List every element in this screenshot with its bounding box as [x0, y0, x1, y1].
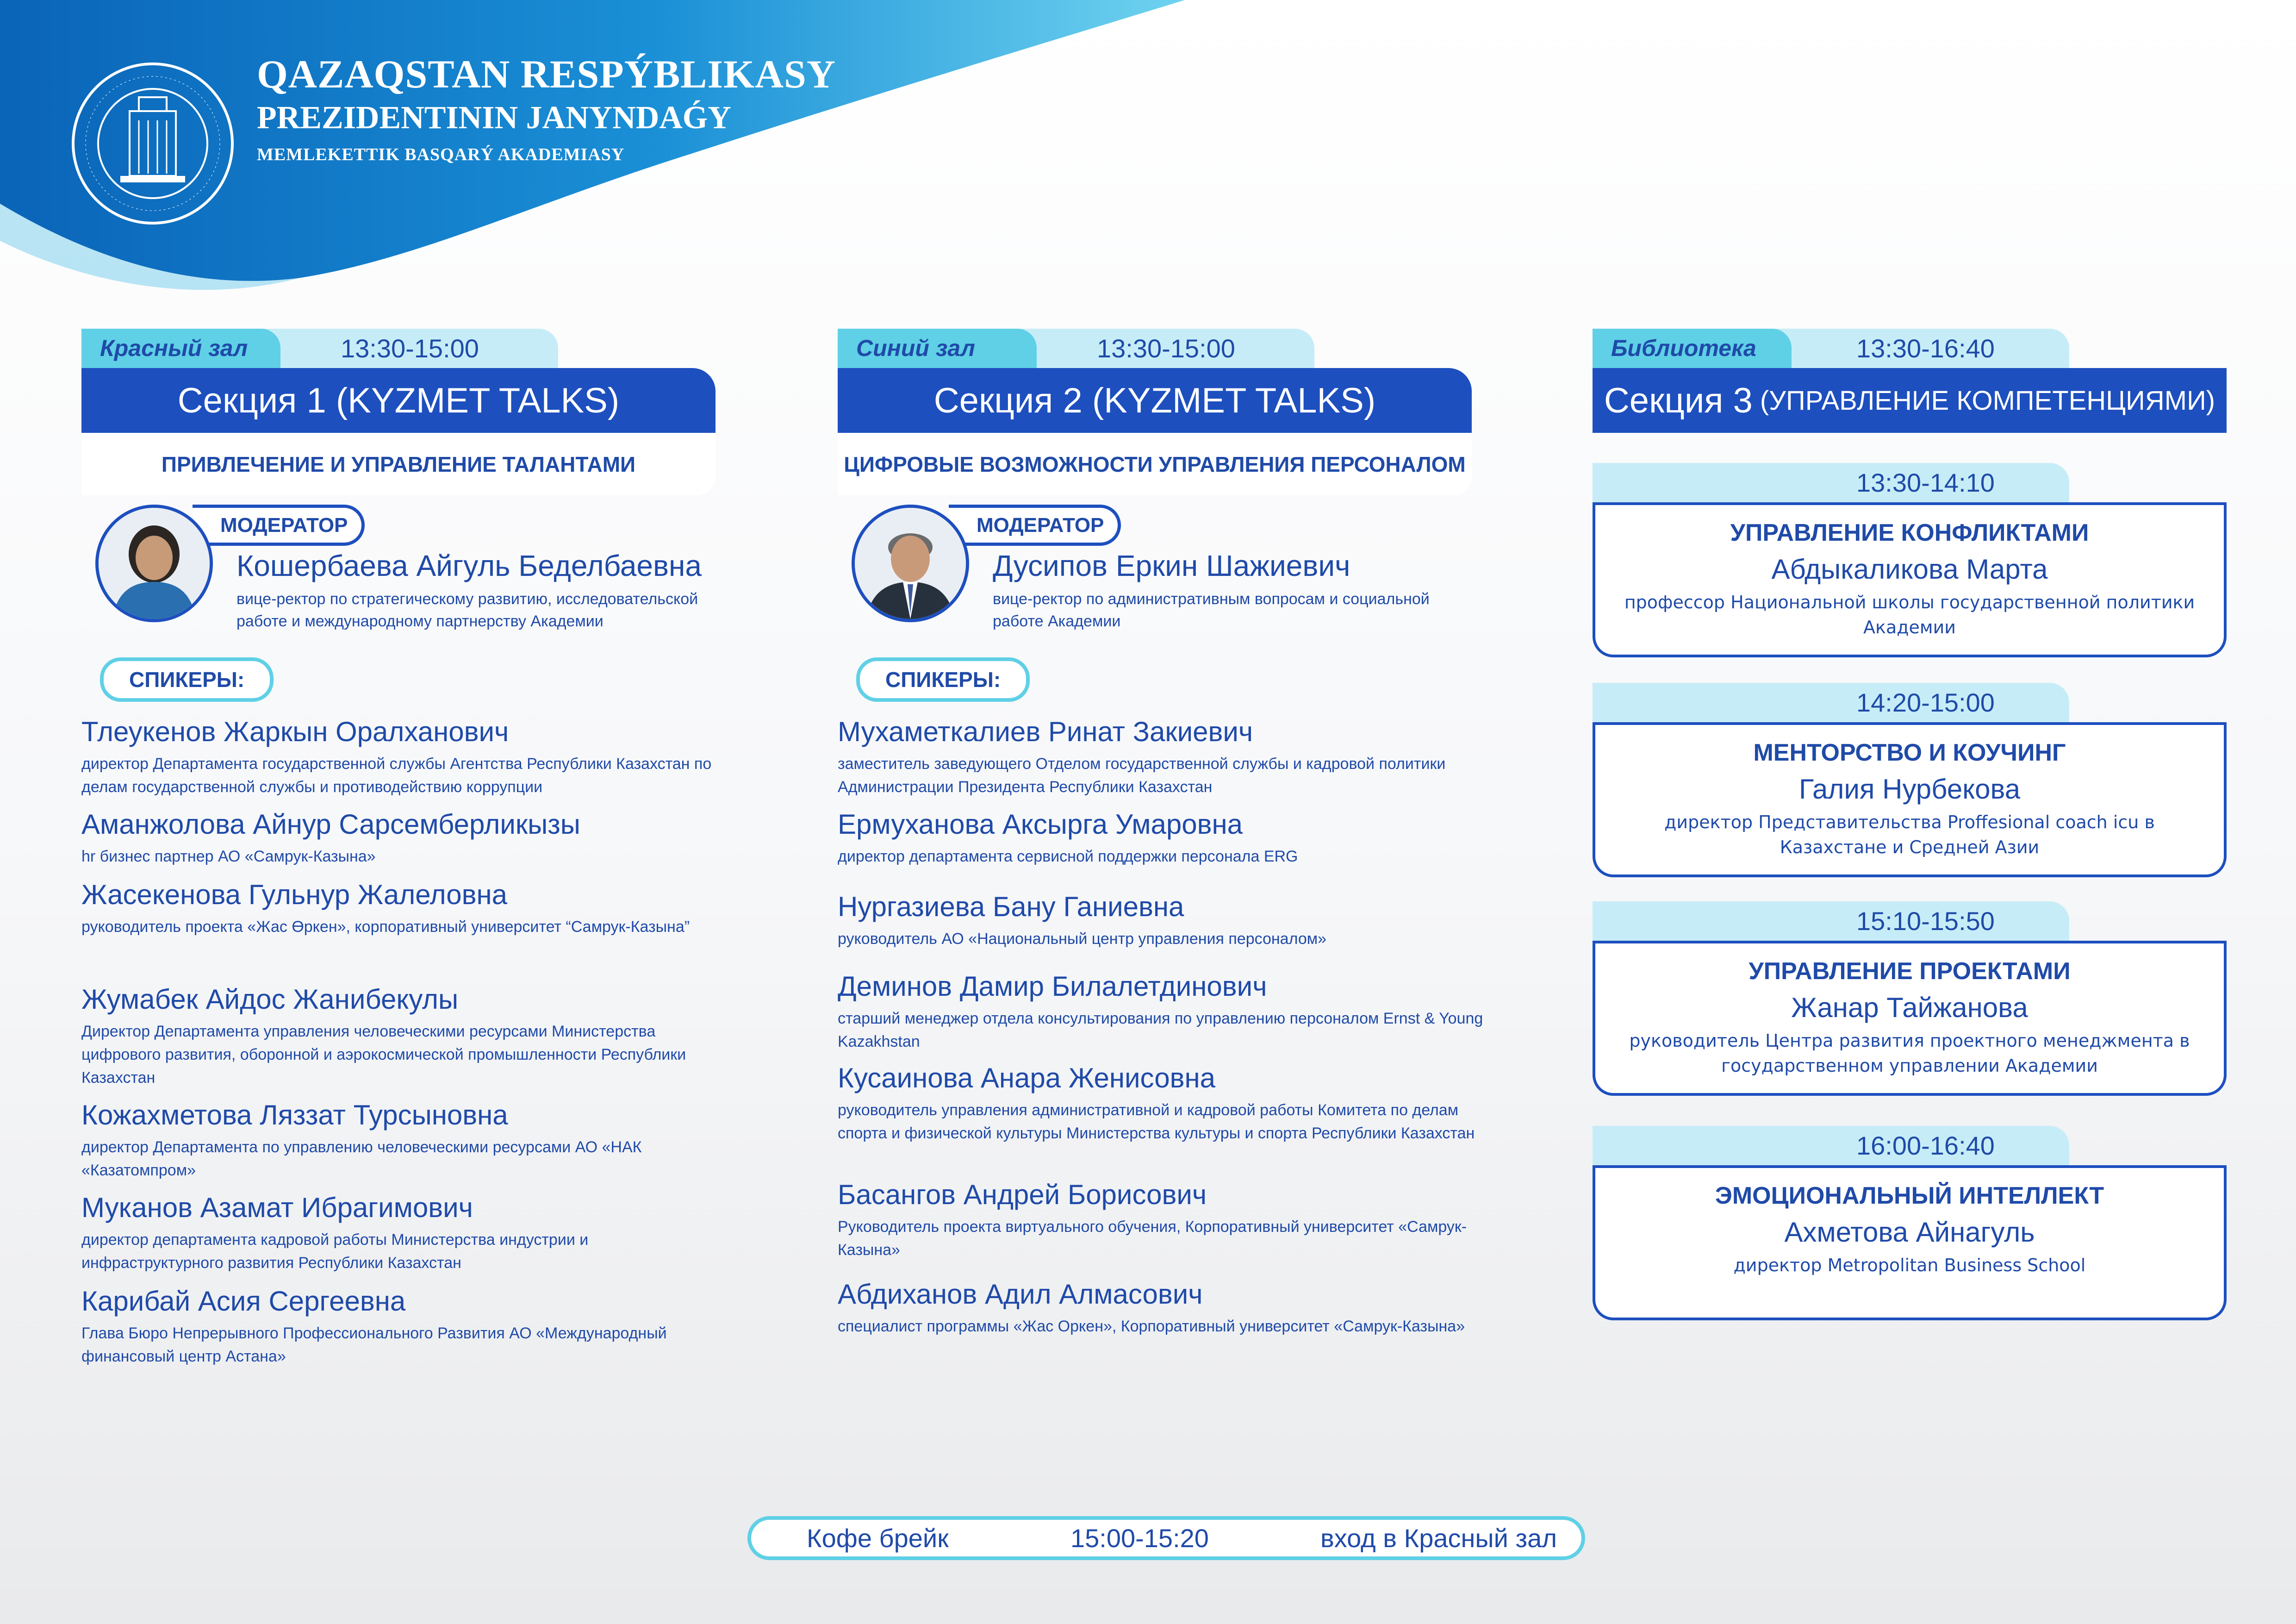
speaker-role: Глава Бюро Непрерывного Профессионального Развития АО «Международный финансовый центр Астана»: [81, 1324, 667, 1365]
slot-time: 13:30-14:10: [1856, 468, 1995, 497]
speakers-label: СПИКЕРЫ:: [100, 657, 274, 702]
workshop-slot: [1593, 901, 2227, 1096]
speaker-name: Ермуханова Аксырга Умаровна: [838, 809, 1243, 840]
speaker-name: Муканов Азамат Ибрагимович: [81, 1192, 473, 1223]
section-theme: ЦИФРОВЫЕ ВОЗМОЖНОСТИ УПРАВЛЕНИЯ ПЕРСОНАЛОМ: [838, 433, 1472, 495]
speaker-item: [838, 891, 1486, 950]
speaker-item: [81, 1192, 729, 1274]
session-time: 13:30-15:00: [1097, 334, 1235, 363]
section-title: Секция 2 (KYZMET TALKS): [933, 381, 1376, 420]
academy-name-line1: QAZAQSTAN RESPÝBLIKASY: [257, 52, 836, 96]
speaker-role: руководитель АО «Национальный центр управления персоналом»: [838, 930, 1327, 948]
speaker-item: [838, 1278, 1486, 1338]
speaker-name: Деминов Дамир Билалетдинович: [838, 971, 1267, 1002]
slot-time: 14:20-15:00: [1856, 688, 1995, 717]
section-3-column: [1593, 329, 2227, 1275]
speaker-item: [81, 1099, 729, 1182]
speaker-name: Нургазиева Бану Ганиевна: [838, 891, 1184, 922]
speaker-name: Мухаметкалиев Ринат Закиевич: [838, 716, 1253, 747]
slot-box: [1593, 722, 2227, 877]
slot-title: УПРАВЛЕНИЕ КОНФЛИКТАМИ: [1730, 519, 2089, 546]
coffee-break-label: Кофе брейк: [807, 1524, 949, 1553]
slot-speaker-name: Ахметова Айнагуль: [1784, 1217, 2035, 1248]
section-3-tag: [1593, 329, 2227, 368]
slot-title: УПРАВЛЕНИЕ ПРОЕКТАМИ: [1748, 958, 2071, 985]
academy-seal-logo: [69, 60, 236, 227]
section-subtitle: (УПРАВЛЕНИЕ КОМПЕТЕНЦИЯМИ): [1760, 385, 2215, 416]
speaker-item: [838, 970, 1486, 1053]
workshop-slot: [1593, 1126, 2227, 1320]
section-title: Секция 1 (KYZMET TALKS): [177, 381, 620, 420]
slot-box: [1593, 1165, 2227, 1320]
coffee-break-time: 15:00-15:20: [1070, 1524, 1209, 1553]
speakers-label: СПИКЕРЫ:: [856, 657, 1030, 702]
speaker-item: [81, 983, 729, 1089]
speaker-item: [838, 1062, 1486, 1145]
speaker-name: Абдиханов Адил Алмасович: [838, 1279, 1203, 1310]
slot-speaker-role: директор Metropolitan Business School: [1733, 1255, 2086, 1275]
moderator-role: вице-ректор по административным вопросам и социальной работе Академии: [993, 590, 1430, 630]
moderator-label: МОДЕРАТОР: [949, 505, 1121, 546]
moderator-role: вице-ректор по стратегическому развитию, исследовательской работе и международному партнерству Академии: [236, 590, 698, 630]
section-title-bar: [838, 368, 1472, 433]
section-1-column: [81, 329, 716, 1365]
slot-speaker-role: директор Представительства Proffesional coach icu в Казахстане и Средней Азии: [1664, 812, 2155, 857]
slot-title: ЭМОЦИОНАЛЬНЫЙ ИНТЕЛЛЕКТ: [1715, 1182, 2104, 1209]
speaker-name: Жумабек Айдос Жанибекулы: [81, 984, 459, 1015]
slot-time: 16:00-16:40: [1856, 1131, 1995, 1160]
slot-time-pill: [1593, 901, 2069, 941]
speaker-name: Тлеукенов Жаркын Оралханович: [81, 716, 509, 747]
section-title-bar: [1593, 368, 2227, 433]
slot-box: [1593, 502, 2227, 657]
hall-label: Синий зал: [838, 329, 1037, 368]
speaker-item: [81, 716, 729, 799]
speaker-name: Аманжолова Айнур Сарсемберликызы: [81, 809, 580, 840]
slot-speaker-role: руководитель Центра развития проектного менеджмента в государственном управлении Академии: [1629, 1031, 2190, 1076]
workshop-slot: [1593, 683, 2227, 877]
session-time: 13:30-16:40: [1856, 334, 1995, 363]
section-2-column: [838, 329, 1483, 1335]
section-title-bar: [81, 368, 716, 433]
speaker-role: Руководитель проекта виртуального обучения, Корпоративный университет «Самрук-Казына»: [838, 1218, 1467, 1259]
slot-speaker-name: Жанар Тайжанова: [1791, 992, 2028, 1023]
slot-box: [1593, 941, 2227, 1096]
academy-name-line3: MEMLEKETTIK BASQARÝ AKADEMIASY: [257, 145, 625, 164]
slot-title: МЕНТОРСТВО И КОУЧИНГ: [1753, 739, 2066, 766]
speaker-item: [81, 1285, 729, 1368]
speaker-name: Карибай Асия Сергеевна: [81, 1286, 406, 1317]
coffee-break-entry: вход в Красный зал: [1320, 1524, 1557, 1553]
workshop-slot: [1593, 463, 2227, 657]
section-theme: ПРИВЛЕЧЕНИЕ И УПРАВЛЕНИЕ ТАЛАНТАМИ: [81, 433, 716, 495]
speaker-role: директор департамента сервисной поддержки персонала ERG: [838, 848, 1298, 865]
section-title: Секция 3: [1604, 381, 1753, 420]
coffee-break-bar: [747, 1516, 1585, 1560]
academy-name-line2: PREZIDENTININ JANYNDAǴY: [257, 100, 731, 136]
slot-speaker-name: Абдыкаликова Марта: [1771, 554, 2048, 585]
speaker-role: Директор Департамента управления человеческими ресурсами Министерства цифрового развития, оборонной и аэрокосмической промышленности Республики Казахстан: [81, 1023, 686, 1087]
moderator-name: Кошербаева Айгуль Беделбаевна: [236, 549, 702, 582]
hall-label: Библиотека: [1593, 329, 1792, 368]
speaker-item: [81, 808, 729, 868]
speaker-role: директор Департамента по управлению человеческими ресурсами АО «НАК «Казатомпром»: [81, 1138, 642, 1179]
speaker-role: заместитель заведующего Отделом государственной службы и кадровой политики Администрации Президента Республики Казахстан: [838, 755, 1446, 796]
speaker-role: старший менеджер отдела консультирования по управлению персоналом Ernst & Young Kazakhstan: [838, 1010, 1483, 1050]
speaker-name: Кожахметова Ляззат Турсыновна: [81, 1099, 508, 1131]
speaker-role: директор департамента кадровой работы Министерства индустрии и инфраструктурного развития Республики Казахстан: [81, 1231, 589, 1272]
slot-speaker-role: профессор Национальной школы государственной политики Академии: [1624, 592, 2195, 637]
moderator-name: Дусипов Еркин Шажиевич: [993, 549, 1350, 582]
hall-label: Красный зал: [81, 329, 280, 368]
slot-time-pill: [1593, 463, 2069, 502]
moderator-photo: [852, 505, 969, 622]
slot-speaker-name: Галия Нурбекова: [1798, 774, 2021, 805]
speaker-role: руководитель проекта «Жас Өркен», корпоративный университет “Самрук-Казына”: [81, 918, 690, 936]
slot-time: 15:10-15:50: [1856, 906, 1995, 936]
speaker-role: директор Департамента государственной службы Агентства Республики Казахстан по делам государственной службы и противодействию коррупции: [81, 755, 712, 796]
moderator-block: [81, 505, 716, 657]
section-1-tag: [81, 329, 716, 368]
speaker-name: Басангов Андрей Борисович: [838, 1179, 1207, 1210]
header-banner: [0, 0, 2296, 296]
speaker-name: Кусаинова Анара Женисовна: [838, 1062, 1215, 1093]
speaker-role: специалист программы «Жас Оркен», Корпоративный университет «Самрук-Казына»: [838, 1318, 1465, 1335]
speaker-name: Жасекенова Гульнур Жалеловна: [81, 879, 508, 910]
moderator-block: [838, 505, 1472, 657]
speaker-role: руководитель управления административной и кадровой работы Комитета по делам спорта и физической культуры Министерства культуры и спорта Республики Казахстан: [838, 1101, 1475, 1142]
moderator-label: МОДЕРАТОР: [193, 505, 365, 546]
section-2-tag: [838, 329, 1472, 368]
speaker-item: [838, 716, 1486, 799]
speaker-item: [838, 1179, 1486, 1262]
speaker-item: [838, 808, 1486, 868]
speaker-role: hr бизнес партнер АО «Самрук-Казына»: [81, 848, 376, 865]
slot-time-pill: [1593, 683, 2069, 722]
slot-time-pill: [1593, 1126, 2069, 1165]
moderator-photo: [95, 505, 213, 622]
speaker-item: [81, 879, 729, 938]
session-time: 13:30-15:00: [341, 334, 479, 363]
